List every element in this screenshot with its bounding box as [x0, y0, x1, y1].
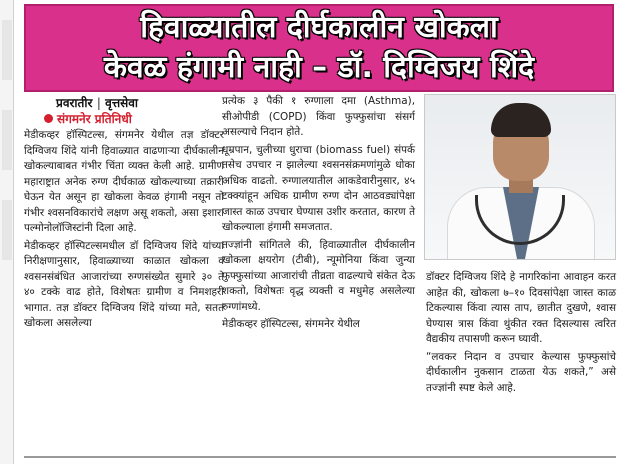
article-paragraph: प्रत्येक ३ पैकी १ रुग्णाला दमा (Asthma), सीओपीडी (COPD) किंवा फुफ्फुसांचा संसर्ग असल्याचे निदान होते.: [222, 95, 415, 138]
headline-banner: [24, 4, 614, 92]
bottom-divider: [24, 456, 616, 458]
article-column-3: [426, 270, 616, 398]
article-paragraph: धूम्रपान, चुलीच्या धुराचा (biomass fuel) संपर्क तसेच उपचार न झालेल्या श्वसनसंक्रमणांमुळे धोका अधिक वाढतो. रुग्णालयातील आकडेवारीनुसार, ४५ टक्क्यांहून अधिक ग्रामीण रुग्ण दोन आठवड्यांपेक्षा जास्त काळ उपचार घेण्यास उशीर करतात, कारण ते खोकल्याला हंगामी समजतात.: [222, 143, 415, 233]
article-paragraph: मेडीकव्हर हॉस्पिटल्स, संगमनेर येथील तज्ञ डॉक्टर दिग्विजय शिंदे यांनी हिवाळ्यात वाढणाऱ्या दीर्घकालीन खोकल्याबाबत गंभीर चिंता व्यक्त केली आहे. ग्रामीण महाराष्ट्रात अनेक रुग्ण दीर्घकाळ खोकल्याच्या तक्रारी घेऊन येत असून हा खोकला केवळ हंगामी नसून तो गंभीर श्वसनविकारांचे लक्षण असू शकतो, असा इशारा पल्मोनोलॉजिस्टांनी दिला आहे.: [24, 129, 224, 234]
article-paragraph: मेडीकव्हर हॉस्पिटल्स, संगमनेर येथील: [222, 318, 360, 330]
photo-hair: [491, 103, 551, 137]
correspondent-label: संगमनेर प्रतिनिधी: [57, 112, 132, 126]
byline-service: वृत्तसेवा: [105, 96, 138, 110]
doctor-photo: [424, 94, 616, 260]
headline-line-2: केवळ हंगामी नाही – डॉ. दिग्विजय शिंदे: [103, 50, 535, 85]
article-column-1: [24, 128, 224, 334]
article-paragraph: “लवकर निदान व उपचार केल्यास फुफ्फुसांचे दीर्घकालीन नुकसान टाळता येऊ शकते,” असे तज्ज्ञांनी स्पष्ट केले आहे.: [426, 350, 616, 394]
byline: [56, 94, 138, 111]
article-column-2: [222, 94, 415, 335]
article-paragraph: डॉक्टर दिग्विजय शिंदे हे नागरिकांना आवाहन करत आहेत की, खोकला ७–१० दिवसांपेक्षा जास्त काळ टिकल्यास किंवा त्यास ताप, छातीत दुखणे, श्वास घेण्यास त्रास किंवा थुंकीत रक्त दिसल्यास त्वरित वैद्यकीय तपासणी करून घ्यावी.: [426, 271, 616, 345]
byline-source: प्रवरातीर: [56, 96, 93, 110]
bullet-dot-icon: [44, 114, 53, 123]
article-paragraph: मेडीकव्हर हॉस्पिटल्समधील डॉ दिग्विजय शिंदे यांच्या निरीक्षणानुसार, हिवाळ्याच्या काळात खोकला व श्वसनसंबंधित आजारांच्या रुग्णसंख्येत सुमारे ३० ते ४० टक्के वाढ होते, विशेषतः ग्रामीण व निमशहरी भागात. तज्ञ डॉक्टर दिग्विजय शिंदे यांच्या मते, सतत खोकला असलेल्या: [24, 239, 224, 329]
adjacent-page-edge: [0, 0, 14, 464]
article-paragraph: तज्ज्ञांनी सांगितले की, हिवाळ्यातील दीर्घकालीन खोकला क्षयरोग (टीबी), न्यूमोनिया किंवा जुन्या फुफ्फुसांच्या आजारांची तीव्रता वाढल्याचे संकेत देऊ शकतो, विशेषतः वृद्ध व्यक्ती व मधुमेह असलेल्या रुग्णांमध्ये.: [222, 238, 415, 313]
headline-line-1: हिवाळ्यातील दीर्घकालीन खोकला: [140, 10, 498, 45]
byline-separator: |: [96, 96, 101, 110]
correspondent-tag: [44, 110, 132, 127]
